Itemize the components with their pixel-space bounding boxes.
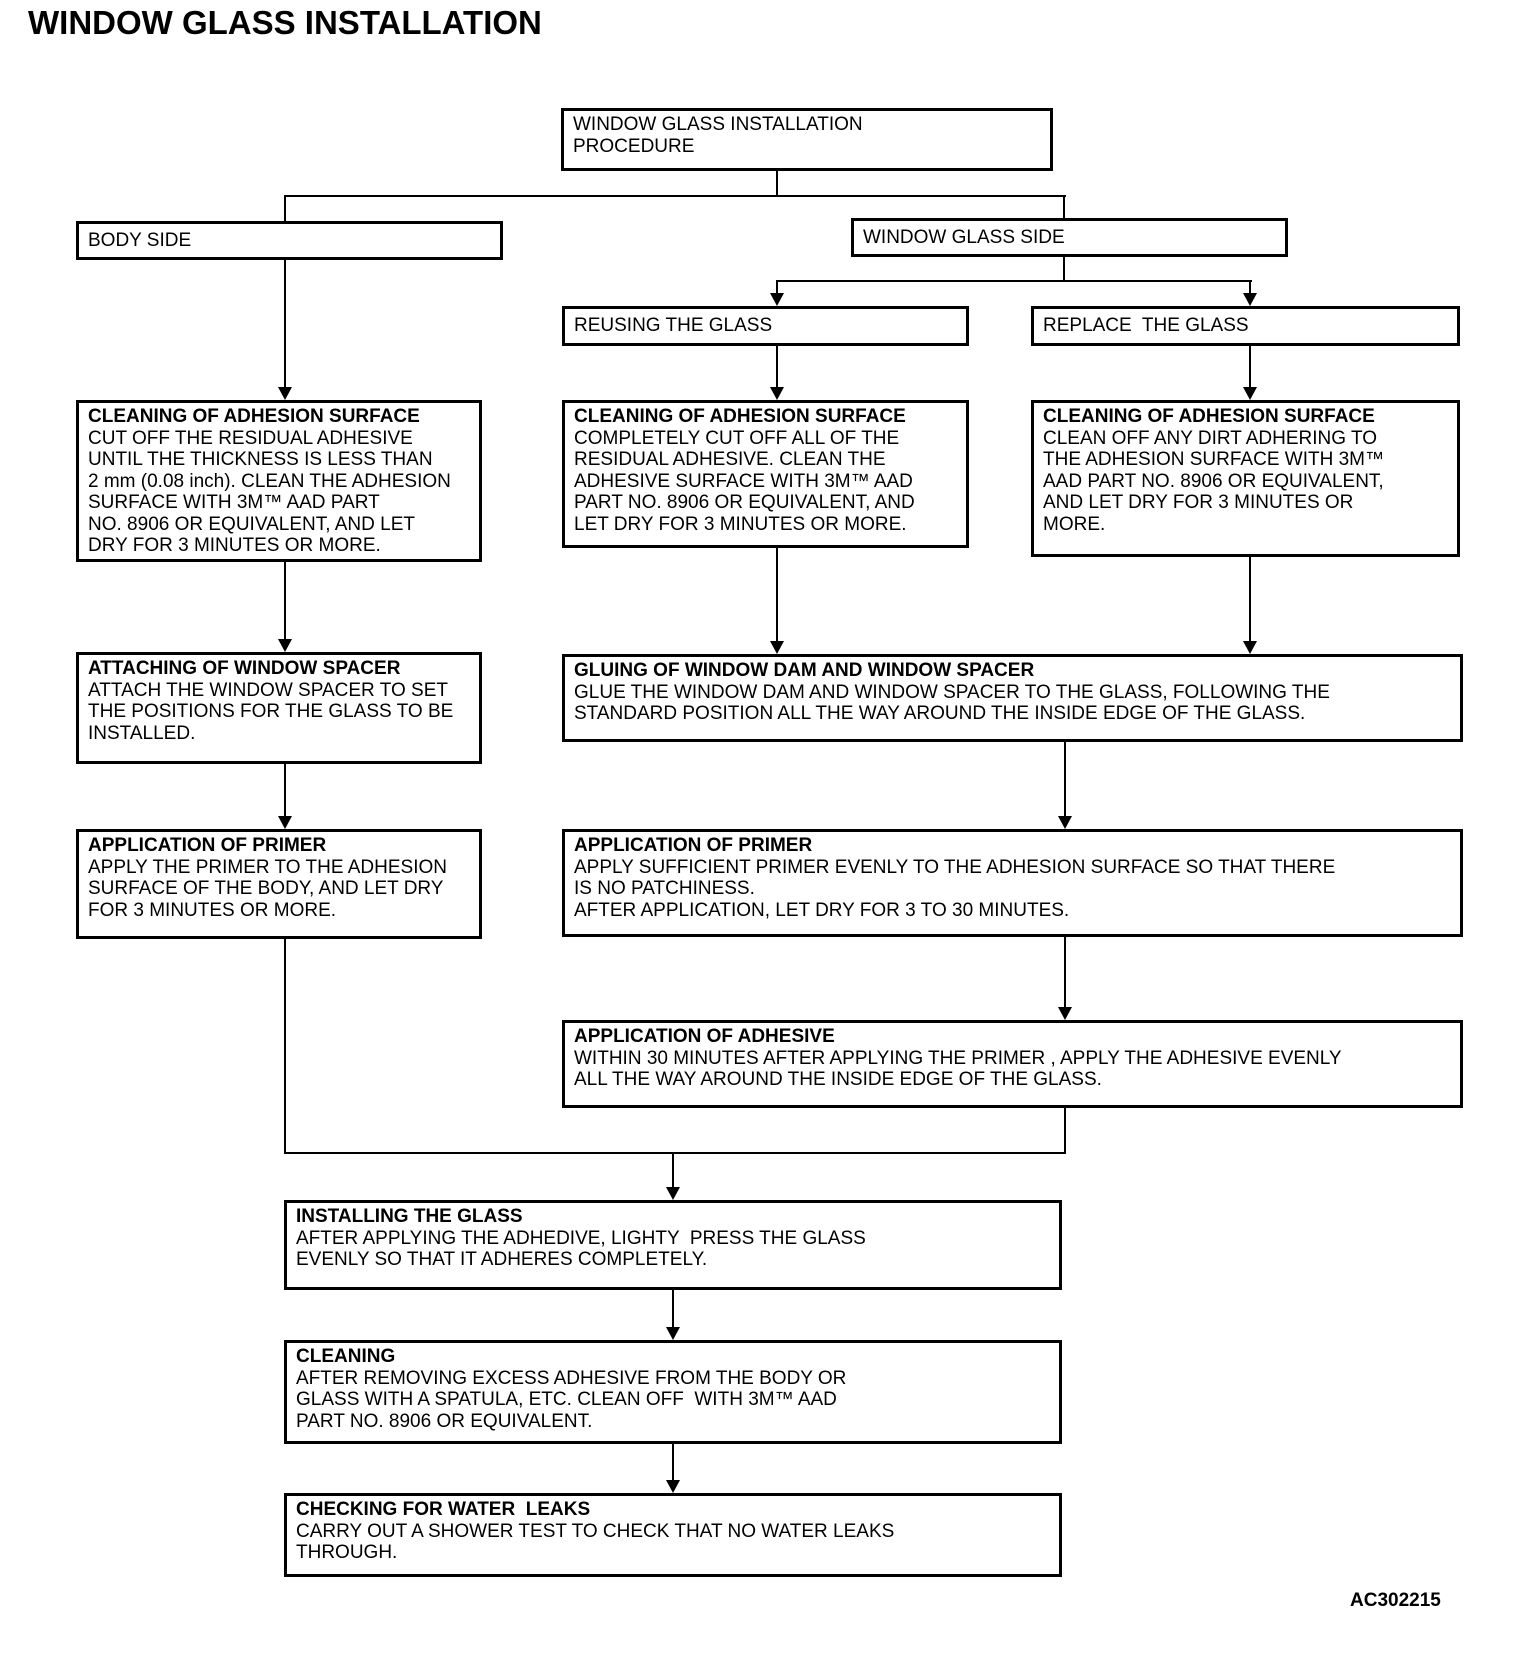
node-cleaning-final-title: CLEANING — [296, 1346, 396, 1367]
node-reusing-label: REUSING THE GLASS — [574, 315, 773, 337]
node-gluing-window-dam — [562, 654, 1463, 742]
arrow-down-into-cleaning-replace-icon — [1243, 387, 1257, 400]
arrow-down-into-reusing-icon — [770, 293, 784, 306]
node-cleaning-adhesion-body-title: CLEANING OF ADHESION SURFACE — [88, 406, 420, 427]
node-body-side-label: BODY SIDE — [88, 229, 192, 251]
connector-procedure-down — [776, 171, 778, 197]
node-application-adhesive-title: APPLICATION OF ADHESIVE — [574, 1026, 835, 1047]
arrow-down-into-cleaning-body-icon — [278, 387, 292, 400]
arrow-down-into-gluing-left-icon — [770, 641, 784, 654]
node-installing-glass — [284, 1200, 1062, 1290]
figure-code: AC302215 — [1350, 1590, 1441, 1611]
connector-wgs-down — [1063, 257, 1065, 282]
node-checking-water-leaks — [284, 1493, 1062, 1577]
connector-primer-body-down — [284, 939, 286, 1154]
arrow-down-into-cleaning-reuse-icon — [770, 387, 784, 400]
connector-cleaning-to-attaching — [284, 562, 286, 642]
arrow-down-into-attaching-icon — [278, 639, 292, 652]
connector-merge-horizontal — [284, 1152, 1066, 1154]
arrow-down-into-installing-icon — [666, 1187, 680, 1200]
node-replace-the-glass — [1031, 306, 1460, 346]
node-procedure — [561, 108, 1053, 171]
node-primer-glass-title: APPLICATION OF PRIMER — [574, 835, 813, 856]
page-title: WINDOW GLASS INSTALLATION — [28, 4, 542, 41]
connector-body-side-to-cleaning — [284, 260, 286, 390]
connector-replace-to-cleaning — [1249, 346, 1251, 390]
connector-replace-to-gluing — [1249, 557, 1251, 644]
node-gluing-window-dam-text: GLUE THE WINDOW DAM AND WINDOW SPACER TO THE GLASS, FOLLOWING THE STANDARD POSITION ALL THE WAY AROUND THE INSIDE EDGE OF THE GLASS. — [574, 681, 1330, 724]
connector-cleaning-to-checking — [672, 1444, 674, 1484]
node-cleaning-adhesion-reuse-title: CLEANING OF ADHESION SURFACE — [574, 406, 906, 427]
node-installing-glass-title: INSTALLING THE GLASS — [296, 1206, 523, 1227]
node-cleaning-adhesion-reuse-text: COMPLETELY CUT OFF ALL OF THE RESIDUAL ADHESIVE. CLEAN THE ADHESIVE SURFACE WITH 3M™ AAD PART NO. 8906 OR EQUIVALENT, AND LET DRY FOR 3 MINUTES OR MORE. — [574, 427, 915, 535]
node-attaching-window-spacer — [76, 652, 482, 764]
connector-to-body-side — [284, 195, 286, 221]
node-procedure-text: WINDOW GLASS INSTALLATION PROCEDURE — [573, 114, 863, 157]
node-application-adhesive-text: WITHIN 30 MINUTES AFTER APPLYING THE PRIMER , APPLY THE ADHESIVE EVENLY ALL THE WAY AROUND THE INSIDE EDGE OF THE GLASS. — [574, 1047, 1342, 1090]
node-cleaning-adhesion-replace-title: CLEANING OF ADHESION SURFACE — [1043, 406, 1375, 427]
connector-attaching-to-primer — [284, 764, 286, 819]
node-checking-water-leaks-text: CARRY OUT A SHOWER TEST TO CHECK THAT NO WATER LEAKS THROUGH. — [296, 1520, 895, 1563]
node-window-glass-side-label: WINDOW GLASS SIDE — [863, 226, 1065, 248]
connector-reusing-to-cleaning — [776, 346, 778, 390]
connector-primer-to-adhesive — [1064, 937, 1066, 1010]
node-attaching-window-spacer-text: ATTACH THE WINDOW SPACER TO SET THE POSITIONS FOR THE GLASS TO BE INSTALLED. — [88, 679, 454, 744]
arrow-down-into-primer-body-icon — [278, 816, 292, 829]
node-primer-glass-text: APPLY SUFFICIENT PRIMER EVENLY TO THE ADHESION SURFACE SO THAT THERE IS NO PATCHINESS. AFTER APPLICATION, LET DRY FOR 3 TO 30 MINUTES. — [574, 856, 1336, 921]
node-cleaning-final — [284, 1340, 1062, 1444]
node-window-glass-side — [851, 218, 1288, 257]
connector-merge-to-installing — [672, 1152, 674, 1190]
connector-reuse-to-gluing — [776, 548, 778, 644]
arrow-down-into-gluing-right-icon — [1243, 641, 1257, 654]
node-installing-glass-text: AFTER APPLYING THE ADHEDIVE, LIGHTY PRESS THE GLASS EVENLY SO THAT IT ADHERES COMPLETELY. — [296, 1227, 866, 1270]
connector-split-horizontal — [776, 280, 1252, 282]
connector-branch-top-horizontal — [284, 195, 1066, 197]
node-cleaning-adhesion-body — [76, 400, 482, 562]
node-cleaning-final-text: AFTER REMOVING EXCESS ADHESIVE FROM THE BODY OR GLASS WITH A SPATULA, ETC. CLEAN OFF WITH 3M™ AAD PART NO. 8906 OR EQUIVALENT. — [296, 1367, 847, 1432]
arrow-down-into-checking-icon — [666, 1480, 680, 1493]
node-checking-water-leaks-title: CHECKING FOR WATER LEAKS — [296, 1499, 591, 1520]
node-primer-glass — [562, 829, 1463, 937]
arrow-down-into-cleaning-final-icon — [666, 1327, 680, 1340]
node-primer-body-title: APPLICATION OF PRIMER — [88, 835, 327, 856]
node-cleaning-adhesion-body-text: CUT OFF THE RESIDUAL ADHESIVE UNTIL THE THICKNESS IS LESS THAN 2 mm (0.08 inch). CLEAN THE ADHESION SURFACE WITH 3M™ AAD PART NO. 8906 OR EQUIVALENT, AND LET DRY FOR 3 MINUTES OR MORE. — [88, 427, 451, 556]
node-gluing-window-dam-title: GLUING OF WINDOW DAM AND WINDOW SPACER — [574, 660, 1035, 681]
node-application-adhesive — [562, 1020, 1463, 1108]
node-cleaning-adhesion-replace-text: CLEAN OFF ANY DIRT ADHERING TO THE ADHESION SURFACE WITH 3M™ AAD PART NO. 8906 OR EQUIVALENT, AND LET DRY FOR 3 MINUTES OR MORE. — [1043, 427, 1384, 535]
node-primer-body-text: APPLY THE PRIMER TO THE ADHESION SURFACE OF THE BODY, AND LET DRY FOR 3 MINUTES OR MORE. — [88, 856, 447, 921]
connector-installing-to-cleaning — [672, 1290, 674, 1330]
connector-gluing-to-primer — [1064, 742, 1066, 819]
arrow-down-into-primer-glass-icon — [1058, 816, 1072, 829]
node-replace-label: REPLACE THE GLASS — [1043, 315, 1249, 337]
node-cleaning-adhesion-replace — [1031, 400, 1460, 557]
node-primer-body — [76, 829, 482, 939]
node-body-side — [76, 221, 503, 260]
node-reusing-the-glass — [562, 306, 969, 346]
connector-adhesive-down — [1064, 1108, 1066, 1154]
connector-to-window-glass-side — [1063, 195, 1065, 218]
arrow-down-into-adhesive-icon — [1058, 1007, 1072, 1020]
arrow-down-into-replace-icon — [1243, 293, 1257, 306]
node-attaching-window-spacer-title: ATTACHING OF WINDOW SPACER — [88, 658, 401, 679]
node-cleaning-adhesion-reuse — [562, 400, 969, 548]
